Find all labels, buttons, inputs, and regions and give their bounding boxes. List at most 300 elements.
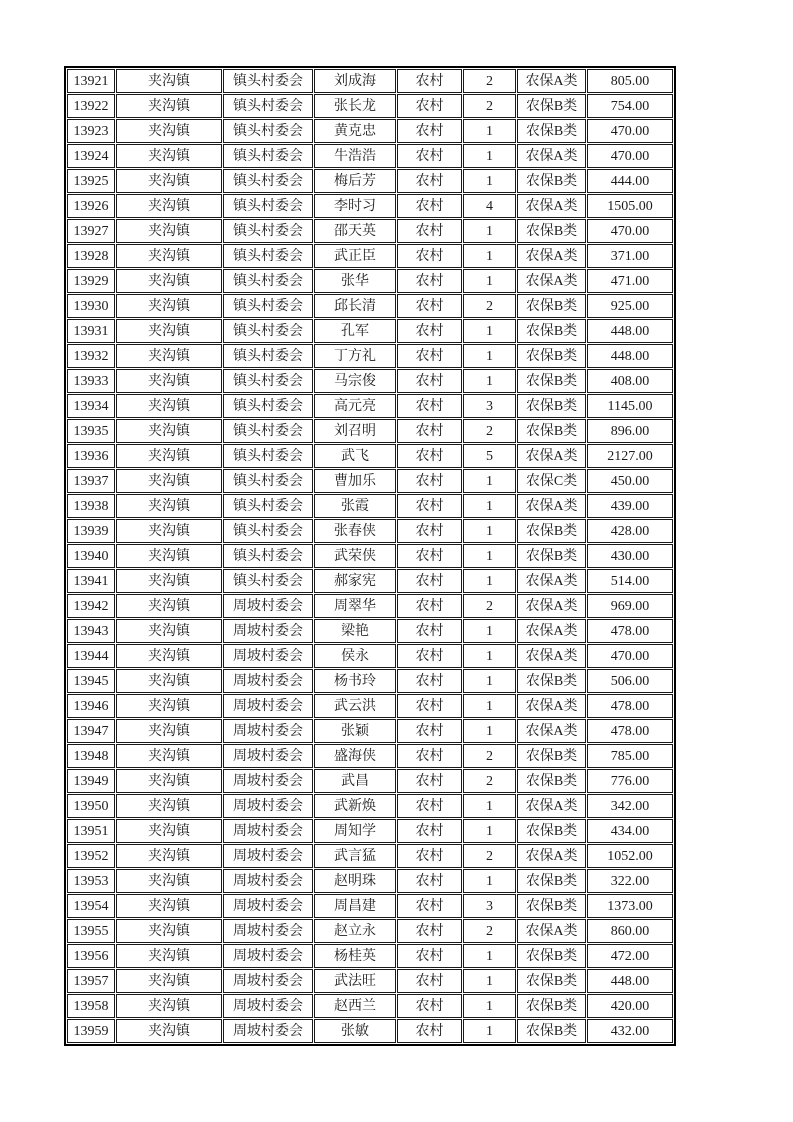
- name-cell: 张华: [314, 269, 396, 293]
- village-cell: 周坡村委会: [223, 944, 313, 968]
- name-cell: 郝家宪: [314, 569, 396, 593]
- insurance-class-cell: 农保B类: [517, 869, 586, 893]
- name-cell: 武飞: [314, 444, 396, 468]
- town-cell: 夹沟镇: [116, 244, 222, 268]
- amount-cell: 408.00: [587, 369, 673, 393]
- village-cell: 镇头村委会: [223, 544, 313, 568]
- category-cell: 农村: [397, 769, 462, 793]
- village-cell: 镇头村委会: [223, 294, 313, 318]
- town-cell: 夹沟镇: [116, 69, 222, 93]
- name-cell: 武言猛: [314, 844, 396, 868]
- amount-cell: 1505.00: [587, 194, 673, 218]
- town-cell: 夹沟镇: [116, 519, 222, 543]
- town-cell: 夹沟镇: [116, 769, 222, 793]
- insurance-class-cell: 农保A类: [517, 719, 586, 743]
- name-cell: 周昌建: [314, 894, 396, 918]
- table-row: [67, 244, 673, 268]
- town-cell: 夹沟镇: [116, 419, 222, 443]
- serial-cell: 13955: [67, 919, 115, 943]
- count-cell: 2: [463, 919, 516, 943]
- table-row: [67, 119, 673, 143]
- name-cell: 张霞: [314, 494, 396, 518]
- name-cell: 丁方礼: [314, 344, 396, 368]
- category-cell: 农村: [397, 169, 462, 193]
- category-cell: 农村: [397, 69, 462, 93]
- name-cell: 刘召明: [314, 419, 396, 443]
- table-row: [67, 594, 673, 618]
- category-cell: 农村: [397, 794, 462, 818]
- name-cell: 武昌: [314, 769, 396, 793]
- count-cell: 1: [463, 969, 516, 993]
- count-cell: 2: [463, 844, 516, 868]
- table-row: [67, 194, 673, 218]
- town-cell: 夹沟镇: [116, 169, 222, 193]
- town-cell: 夹沟镇: [116, 269, 222, 293]
- insurance-class-cell: 农保A类: [517, 144, 586, 168]
- table-row: [67, 494, 673, 518]
- amount-cell: 776.00: [587, 769, 673, 793]
- name-cell: 侯永: [314, 644, 396, 668]
- category-cell: 农村: [397, 294, 462, 318]
- name-cell: 赵立永: [314, 919, 396, 943]
- table-row: [67, 294, 673, 318]
- amount-cell: 448.00: [587, 969, 673, 993]
- amount-cell: 478.00: [587, 619, 673, 643]
- village-cell: 周坡村委会: [223, 619, 313, 643]
- village-cell: 周坡村委会: [223, 794, 313, 818]
- count-cell: 1: [463, 569, 516, 593]
- village-cell: 镇头村委会: [223, 269, 313, 293]
- village-cell: 镇头村委会: [223, 344, 313, 368]
- category-cell: 农村: [397, 394, 462, 418]
- serial-cell: 13931: [67, 319, 115, 343]
- serial-cell: 13953: [67, 869, 115, 893]
- serial-cell: 13930: [67, 294, 115, 318]
- town-cell: 夹沟镇: [116, 94, 222, 118]
- category-cell: 农村: [397, 1019, 462, 1043]
- insurance-class-cell: 农保A类: [517, 194, 586, 218]
- category-cell: 农村: [397, 369, 462, 393]
- town-cell: 夹沟镇: [116, 869, 222, 893]
- count-cell: 1: [463, 244, 516, 268]
- table-row: [67, 519, 673, 543]
- village-cell: 镇头村委会: [223, 444, 313, 468]
- name-cell: 武新焕: [314, 794, 396, 818]
- town-cell: 夹沟镇: [116, 469, 222, 493]
- name-cell: 黄克忠: [314, 119, 396, 143]
- table-row: [67, 919, 673, 943]
- name-cell: 赵西兰: [314, 994, 396, 1018]
- table-row: [67, 469, 673, 493]
- town-cell: 夹沟镇: [116, 569, 222, 593]
- insurance-class-cell: 农保B类: [517, 819, 586, 843]
- amount-cell: 896.00: [587, 419, 673, 443]
- amount-cell: 1145.00: [587, 394, 673, 418]
- name-cell: 武云洪: [314, 694, 396, 718]
- serial-cell: 13924: [67, 144, 115, 168]
- table-row: [67, 944, 673, 968]
- insurance-class-cell: 农保A类: [517, 269, 586, 293]
- table-row: [67, 994, 673, 1018]
- count-cell: 5: [463, 444, 516, 468]
- village-cell: 周坡村委会: [223, 769, 313, 793]
- category-cell: 农村: [397, 819, 462, 843]
- count-cell: 1: [463, 169, 516, 193]
- village-cell: 周坡村委会: [223, 819, 313, 843]
- insurance-class-cell: 农保B类: [517, 944, 586, 968]
- amount-cell: 1052.00: [587, 844, 673, 868]
- insurance-class-cell: 农保B类: [517, 319, 586, 343]
- village-cell: 镇头村委会: [223, 519, 313, 543]
- amount-cell: 470.00: [587, 119, 673, 143]
- name-cell: 梁艳: [314, 619, 396, 643]
- name-cell: 梅后芳: [314, 169, 396, 193]
- insurance-class-cell: 农保B类: [517, 369, 586, 393]
- table-row: [67, 894, 673, 918]
- count-cell: 1: [463, 1019, 516, 1043]
- serial-cell: 13933: [67, 369, 115, 393]
- table-row: [67, 669, 673, 693]
- insurance-class-cell: 农保B类: [517, 294, 586, 318]
- table-row: [67, 969, 673, 993]
- insurance-class-cell: 农保B类: [517, 344, 586, 368]
- category-cell: 农村: [397, 219, 462, 243]
- amount-cell: 448.00: [587, 319, 673, 343]
- count-cell: 1: [463, 794, 516, 818]
- town-cell: 夹沟镇: [116, 494, 222, 518]
- serial-cell: 13940: [67, 544, 115, 568]
- insurance-class-cell: 农保A类: [517, 594, 586, 618]
- serial-cell: 13939: [67, 519, 115, 543]
- serial-cell: 13959: [67, 1019, 115, 1043]
- count-cell: 2: [463, 294, 516, 318]
- town-cell: 夹沟镇: [116, 394, 222, 418]
- serial-cell: 13927: [67, 219, 115, 243]
- table-body: [67, 69, 673, 1043]
- count-cell: 2: [463, 419, 516, 443]
- serial-cell: 13928: [67, 244, 115, 268]
- name-cell: 曹加乐: [314, 469, 396, 493]
- amount-cell: 514.00: [587, 569, 673, 593]
- amount-cell: 805.00: [587, 69, 673, 93]
- serial-cell: 13943: [67, 619, 115, 643]
- name-cell: 张春侠: [314, 519, 396, 543]
- category-cell: 农村: [397, 94, 462, 118]
- count-cell: 1: [463, 144, 516, 168]
- count-cell: 2: [463, 594, 516, 618]
- amount-cell: 925.00: [587, 294, 673, 318]
- serial-cell: 13932: [67, 344, 115, 368]
- amount-cell: 420.00: [587, 994, 673, 1018]
- count-cell: 1: [463, 819, 516, 843]
- name-cell: 武荣侠: [314, 544, 396, 568]
- table-row: [67, 544, 673, 568]
- serial-cell: 13935: [67, 419, 115, 443]
- name-cell: 牛浩浩: [314, 144, 396, 168]
- village-cell: 镇头村委会: [223, 169, 313, 193]
- insurance-class-cell: 农保A类: [517, 444, 586, 468]
- category-cell: 农村: [397, 144, 462, 168]
- town-cell: 夹沟镇: [116, 294, 222, 318]
- serial-cell: 13957: [67, 969, 115, 993]
- serial-cell: 13945: [67, 669, 115, 693]
- village-cell: 镇头村委会: [223, 369, 313, 393]
- count-cell: 4: [463, 194, 516, 218]
- table-row: [67, 319, 673, 343]
- count-cell: 2: [463, 69, 516, 93]
- table-row: [67, 694, 673, 718]
- amount-cell: 342.00: [587, 794, 673, 818]
- village-cell: 周坡村委会: [223, 744, 313, 768]
- insurance-class-cell: 农保B类: [517, 1019, 586, 1043]
- insurance-class-cell: 农保A类: [517, 619, 586, 643]
- insurance-class-cell: 农保B类: [517, 544, 586, 568]
- serial-cell: 13941: [67, 569, 115, 593]
- town-cell: 夹沟镇: [116, 344, 222, 368]
- insurance-class-cell: 农保B类: [517, 669, 586, 693]
- name-cell: 邱长清: [314, 294, 396, 318]
- category-cell: 农村: [397, 269, 462, 293]
- town-cell: 夹沟镇: [116, 319, 222, 343]
- name-cell: 武法旺: [314, 969, 396, 993]
- town-cell: 夹沟镇: [116, 544, 222, 568]
- town-cell: 夹沟镇: [116, 969, 222, 993]
- category-cell: 农村: [397, 744, 462, 768]
- insurance-class-cell: 农保B类: [517, 419, 586, 443]
- category-cell: 农村: [397, 494, 462, 518]
- insurance-class-cell: 农保B类: [517, 169, 586, 193]
- table-row: [67, 1019, 673, 1043]
- category-cell: 农村: [397, 469, 462, 493]
- name-cell: 刘成海: [314, 69, 396, 93]
- count-cell: 1: [463, 519, 516, 543]
- name-cell: 李时习: [314, 194, 396, 218]
- town-cell: 夹沟镇: [116, 119, 222, 143]
- amount-cell: 478.00: [587, 694, 673, 718]
- serial-cell: 13925: [67, 169, 115, 193]
- village-cell: 周坡村委会: [223, 919, 313, 943]
- category-cell: 农村: [397, 444, 462, 468]
- serial-cell: 13944: [67, 644, 115, 668]
- amount-cell: 472.00: [587, 944, 673, 968]
- count-cell: 1: [463, 469, 516, 493]
- serial-cell: 13934: [67, 394, 115, 418]
- village-cell: 周坡村委会: [223, 594, 313, 618]
- serial-cell: 13926: [67, 194, 115, 218]
- town-cell: 夹沟镇: [116, 144, 222, 168]
- benefits-roster-table: [64, 66, 676, 1046]
- name-cell: 孔军: [314, 319, 396, 343]
- category-cell: 农村: [397, 569, 462, 593]
- town-cell: 夹沟镇: [116, 894, 222, 918]
- category-cell: 农村: [397, 894, 462, 918]
- table-row: [67, 94, 673, 118]
- village-cell: 镇头村委会: [223, 219, 313, 243]
- serial-cell: 13942: [67, 594, 115, 618]
- count-cell: 1: [463, 644, 516, 668]
- village-cell: 周坡村委会: [223, 994, 313, 1018]
- amount-cell: 444.00: [587, 169, 673, 193]
- amount-cell: 371.00: [587, 244, 673, 268]
- table-row: [67, 269, 673, 293]
- category-cell: 农村: [397, 194, 462, 218]
- category-cell: 农村: [397, 244, 462, 268]
- town-cell: 夹沟镇: [116, 369, 222, 393]
- village-cell: 镇头村委会: [223, 419, 313, 443]
- name-cell: 盛海侠: [314, 744, 396, 768]
- town-cell: 夹沟镇: [116, 994, 222, 1018]
- insurance-class-cell: 农保B类: [517, 519, 586, 543]
- town-cell: 夹沟镇: [116, 694, 222, 718]
- table-row: [67, 794, 673, 818]
- table-row: [67, 219, 673, 243]
- table-row: [67, 744, 673, 768]
- serial-cell: 13954: [67, 894, 115, 918]
- serial-cell: 13922: [67, 94, 115, 118]
- count-cell: 3: [463, 894, 516, 918]
- count-cell: 2: [463, 769, 516, 793]
- insurance-class-cell: 农保A类: [517, 69, 586, 93]
- amount-cell: 478.00: [587, 719, 673, 743]
- count-cell: 1: [463, 619, 516, 643]
- serial-cell: 13929: [67, 269, 115, 293]
- name-cell: 杨桂英: [314, 944, 396, 968]
- serial-cell: 13936: [67, 444, 115, 468]
- amount-cell: 470.00: [587, 219, 673, 243]
- town-cell: 夹沟镇: [116, 194, 222, 218]
- amount-cell: 439.00: [587, 494, 673, 518]
- amount-cell: 506.00: [587, 669, 673, 693]
- insurance-class-cell: 农保A类: [517, 844, 586, 868]
- amount-cell: 471.00: [587, 269, 673, 293]
- insurance-class-cell: 农保A类: [517, 494, 586, 518]
- insurance-class-cell: 农保B类: [517, 894, 586, 918]
- category-cell: 农村: [397, 619, 462, 643]
- insurance-class-cell: 农保B类: [517, 219, 586, 243]
- count-cell: 1: [463, 369, 516, 393]
- serial-cell: 13947: [67, 719, 115, 743]
- table-row: [67, 394, 673, 418]
- village-cell: 镇头村委会: [223, 94, 313, 118]
- name-cell: 周翠华: [314, 594, 396, 618]
- village-cell: 周坡村委会: [223, 669, 313, 693]
- table-row: [67, 619, 673, 643]
- name-cell: 周知学: [314, 819, 396, 843]
- count-cell: 1: [463, 994, 516, 1018]
- serial-cell: 13951: [67, 819, 115, 843]
- town-cell: 夹沟镇: [116, 594, 222, 618]
- village-cell: 周坡村委会: [223, 694, 313, 718]
- amount-cell: 448.00: [587, 344, 673, 368]
- town-cell: 夹沟镇: [116, 219, 222, 243]
- insurance-class-cell: 农保B类: [517, 94, 586, 118]
- count-cell: 1: [463, 544, 516, 568]
- village-cell: 镇头村委会: [223, 469, 313, 493]
- insurance-class-cell: 农保B类: [517, 394, 586, 418]
- serial-cell: 13946: [67, 694, 115, 718]
- category-cell: 农村: [397, 719, 462, 743]
- serial-cell: 13938: [67, 494, 115, 518]
- category-cell: 农村: [397, 694, 462, 718]
- village-cell: 镇头村委会: [223, 194, 313, 218]
- category-cell: 农村: [397, 844, 462, 868]
- town-cell: 夹沟镇: [116, 819, 222, 843]
- category-cell: 农村: [397, 519, 462, 543]
- village-cell: 周坡村委会: [223, 869, 313, 893]
- table-row: [67, 169, 673, 193]
- insurance-class-cell: 农保A类: [517, 694, 586, 718]
- amount-cell: 430.00: [587, 544, 673, 568]
- name-cell: 邵天英: [314, 219, 396, 243]
- name-cell: 赵明珠: [314, 869, 396, 893]
- count-cell: 1: [463, 719, 516, 743]
- town-cell: 夹沟镇: [116, 719, 222, 743]
- table-row: [67, 769, 673, 793]
- count-cell: 1: [463, 319, 516, 343]
- serial-cell: 13937: [67, 469, 115, 493]
- table-row: [67, 844, 673, 868]
- name-cell: 张敏: [314, 1019, 396, 1043]
- table-row: [67, 144, 673, 168]
- category-cell: 农村: [397, 969, 462, 993]
- village-cell: 周坡村委会: [223, 719, 313, 743]
- count-cell: 1: [463, 219, 516, 243]
- insurance-class-cell: 农保A类: [517, 244, 586, 268]
- serial-cell: 13949: [67, 769, 115, 793]
- category-cell: 农村: [397, 944, 462, 968]
- town-cell: 夹沟镇: [116, 444, 222, 468]
- insurance-class-cell: 农保B类: [517, 744, 586, 768]
- name-cell: 高元亮: [314, 394, 396, 418]
- insurance-class-cell: 农保B类: [517, 119, 586, 143]
- insurance-class-cell: 农保B类: [517, 969, 586, 993]
- village-cell: 镇头村委会: [223, 244, 313, 268]
- insurance-class-cell: 农保A类: [517, 794, 586, 818]
- town-cell: 夹沟镇: [116, 644, 222, 668]
- amount-cell: 434.00: [587, 819, 673, 843]
- category-cell: 农村: [397, 669, 462, 693]
- village-cell: 镇头村委会: [223, 119, 313, 143]
- table-row: [67, 719, 673, 743]
- insurance-class-cell: 农保A类: [517, 919, 586, 943]
- category-cell: 农村: [397, 319, 462, 343]
- name-cell: 马宗俊: [314, 369, 396, 393]
- serial-cell: 13952: [67, 844, 115, 868]
- count-cell: 2: [463, 744, 516, 768]
- village-cell: 周坡村委会: [223, 894, 313, 918]
- village-cell: 镇头村委会: [223, 569, 313, 593]
- serial-cell: 13921: [67, 69, 115, 93]
- count-cell: 1: [463, 344, 516, 368]
- category-cell: 农村: [397, 919, 462, 943]
- table-row: [67, 819, 673, 843]
- insurance-class-cell: 农保B类: [517, 994, 586, 1018]
- name-cell: 张长龙: [314, 94, 396, 118]
- category-cell: 农村: [397, 419, 462, 443]
- town-cell: 夹沟镇: [116, 844, 222, 868]
- town-cell: 夹沟镇: [116, 619, 222, 643]
- village-cell: 镇头村委会: [223, 69, 313, 93]
- serial-cell: 13958: [67, 994, 115, 1018]
- village-cell: 镇头村委会: [223, 494, 313, 518]
- table-row: [67, 69, 673, 93]
- amount-cell: 428.00: [587, 519, 673, 543]
- town-cell: 夹沟镇: [116, 669, 222, 693]
- amount-cell: 754.00: [587, 94, 673, 118]
- count-cell: 2: [463, 94, 516, 118]
- village-cell: 周坡村委会: [223, 1019, 313, 1043]
- town-cell: 夹沟镇: [116, 1019, 222, 1043]
